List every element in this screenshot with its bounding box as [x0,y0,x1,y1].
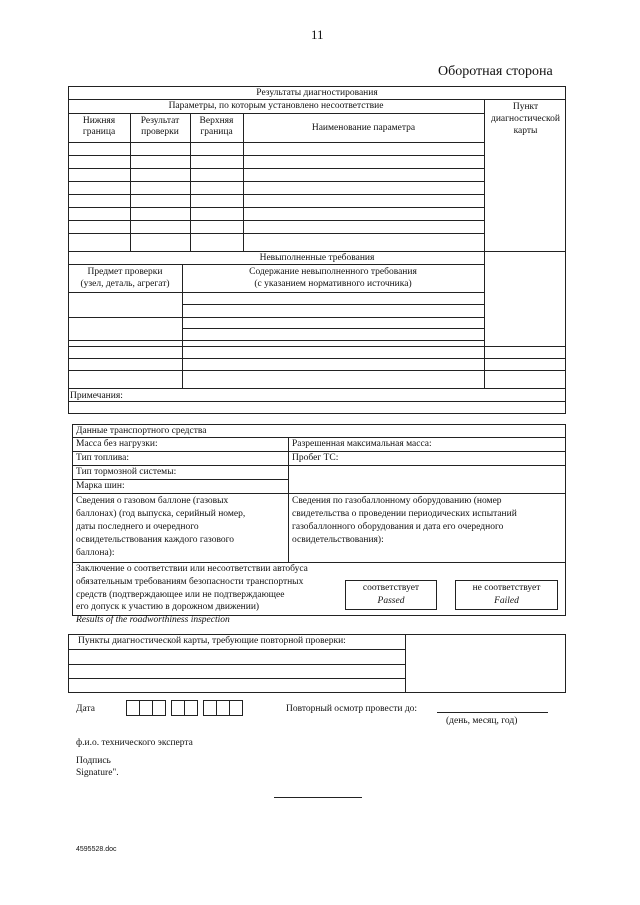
date-label: Дата [76,704,95,714]
mass-empty-label: Масса без нагрузки: [76,439,158,449]
expert-label: ф.и.о. технического эксперта [76,738,193,748]
gas-equipment-line-2: свидетельства о проведении периодических испытаний [292,509,517,519]
unfulfilled-title: Невыполненные требования [259,253,375,263]
failed-label-ru: не соответствует [472,583,541,593]
subject-header-1: Предмет проверки [87,267,163,277]
passed-checkbox[interactable] [345,580,437,610]
conclusion-line-3: средств (подтверждающее или не подтверждающее [76,590,285,600]
failed-label-en: Failed [494,596,519,606]
fuel-label: Тип топлива: [76,453,130,463]
conclusion-line-1: Заключение о соответствии или несоответствии автобуса [76,564,308,574]
gas-equipment-line-1: Сведения по газобаллонному оборудованию (номер [292,496,502,506]
content-header-1: Содержание невыполненного требования [249,267,417,277]
passed-label-ru: соответствует [362,583,420,593]
gas-equipment-line-3: газобаллонного оборудования и дата его очередного [292,522,504,532]
signature-label-ru: Подпись [76,756,111,766]
page-number: 11 [311,27,324,42]
col-name-header: Наименование параметра [311,123,416,133]
date-cell[interactable] [229,700,243,716]
conclusion-line-5: Results of the roadworthiness inspection [76,615,230,625]
mileage-label: Пробег ТС: [292,453,339,463]
signature-line[interactable] [274,797,362,798]
tires-label: Марка шин: [76,481,125,491]
gas-cylinder-line-2: баллонах) (год выпуска, серийный номер, [76,509,246,519]
col-upper-header: Верхняя граница [199,116,234,137]
signature-label-en: Signature". [76,768,119,778]
date-cell[interactable] [126,700,140,716]
date-cell[interactable] [184,700,198,716]
side-title: Оборотная сторона [438,64,553,79]
vehicle-title: Данные транспортного средства [76,426,207,436]
repeat-inspection-label: Повторный осмотр провести до: [286,704,418,714]
recheck-title: Пункты диагностической карты, требующие повторной проверки: [78,636,346,646]
passed-label-en: Passed [377,596,405,606]
date-cell[interactable] [152,700,166,716]
results-title: Результаты диагностирования [256,88,378,98]
date-format-hint: (день, месяц, год) [446,716,518,726]
notes-label: Примечания: [70,391,123,401]
brake-type-label: Тип тормозной системы: [76,467,177,477]
doc-id: 4595528.doc [76,846,117,853]
mass-max-label: Разрешенная максимальная масса: [292,439,432,449]
conclusion-line-2: обязательным требованиям безопасности транспортных [76,577,304,587]
gas-cylinder-line-4: освидетельствования каждого газового [76,535,235,545]
content-header-2: (с указанием нормативного источника) [254,279,412,289]
date-cell[interactable] [203,700,217,716]
gas-cylinder-line-5: баллона): [76,548,115,558]
gas-cylinder-line-1: Сведения о газовом баллоне (газовых [76,496,229,506]
date-cell[interactable] [216,700,230,716]
gas-cylinder-line-3: даты последнего и очередного [76,522,199,532]
gas-equipment-line-4: освидетельствования): [292,535,384,545]
failed-checkbox[interactable] [455,580,558,610]
repeat-date-line[interactable] [437,712,548,713]
col-result-header: Результат проверки [140,116,180,137]
subject-header-2: (узел, деталь, агрегат) [80,279,170,289]
date-cell[interactable] [171,700,185,716]
conclusion-line-4: его допуск к участию в дорожном движении) [76,602,260,612]
col-point-header: Пункт диагностической карты [491,102,560,136]
date-cell[interactable] [139,700,153,716]
col-lower-header: Нижняя граница [82,116,116,137]
params-title: Параметры, по которым установлено несоответствие [168,101,384,111]
